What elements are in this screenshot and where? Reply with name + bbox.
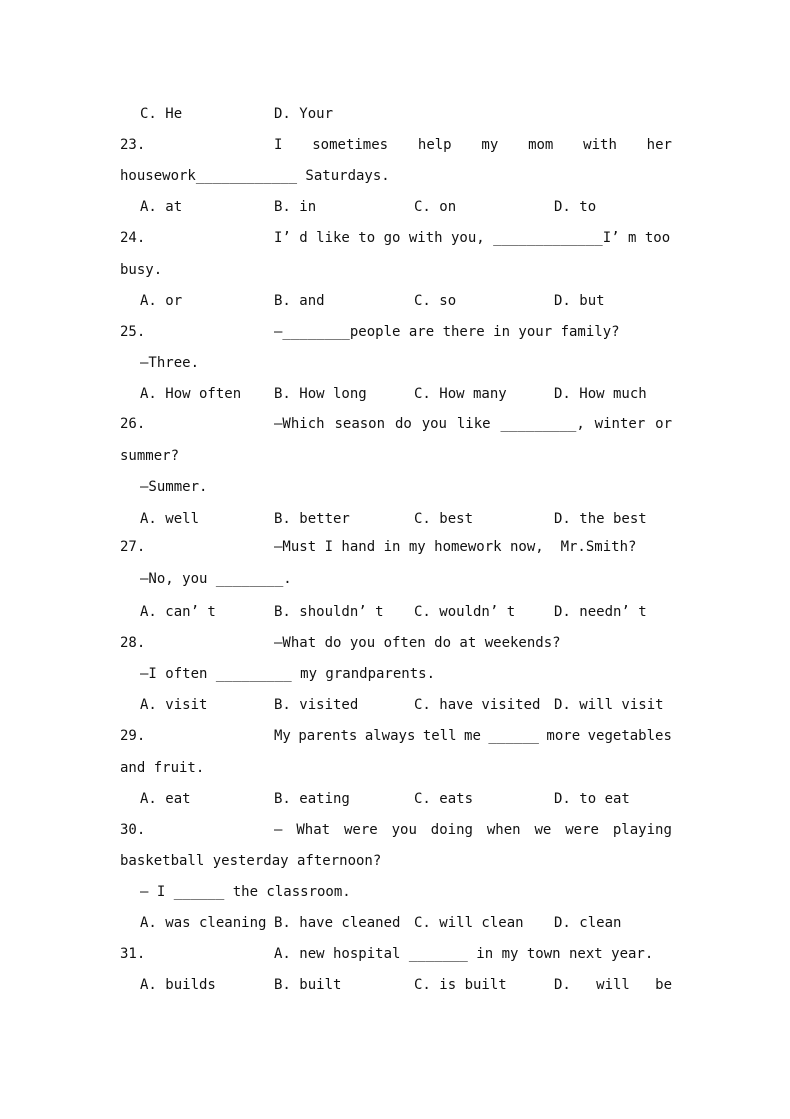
stem-word: _________,	[500, 416, 585, 432]
question-number: 27.	[120, 539, 146, 555]
stem-word: My	[274, 728, 291, 744]
question-26	[120, 414, 672, 434]
option-b: B. eating	[274, 791, 350, 807]
option-c: C. so	[414, 293, 457, 309]
options-row	[140, 913, 672, 933]
options-row	[140, 384, 672, 404]
question-number: 28.	[120, 635, 146, 651]
stem-word: What	[296, 822, 331, 838]
options-row	[140, 104, 672, 124]
option-b: B. visited	[274, 697, 359, 713]
question-stem: A. new hospital _______ in my town next year.	[274, 946, 654, 962]
stem-word: with	[583, 137, 617, 153]
question-25	[120, 322, 672, 342]
option-d	[554, 975, 672, 995]
option-d: D. to	[554, 199, 597, 215]
question-27	[120, 537, 672, 557]
option-c: C. wouldn’ t	[414, 604, 516, 620]
question-stem: —________people are there in your family?	[274, 324, 620, 340]
option-a: A. visit	[140, 697, 208, 713]
question-number: 31.	[120, 946, 146, 962]
stem-word: my	[481, 137, 499, 153]
question-29	[120, 726, 672, 746]
stem-word: always	[364, 728, 416, 744]
option-word: will	[596, 977, 630, 993]
option-c: C. have visited	[414, 697, 541, 713]
stem-word: —	[274, 822, 283, 838]
stem-word: you	[421, 416, 447, 432]
option-c: C. How many	[414, 386, 507, 402]
option-c: C. on	[414, 199, 457, 215]
stem-word: more	[546, 728, 581, 744]
question-continuation: housework____________ Saturdays.	[120, 168, 390, 184]
options-row	[140, 509, 672, 529]
stem-word: doing	[430, 822, 473, 838]
question-continuation: basketball yesterday afternoon?	[120, 853, 382, 869]
question-stem: —What do you often do at weekends?	[274, 635, 561, 651]
stem-word: I	[274, 137, 283, 153]
stem-word: help	[417, 137, 452, 153]
options-row	[140, 197, 672, 217]
question-number: 30.	[120, 822, 146, 838]
option-a: A. was cleaning	[140, 915, 267, 931]
options-row	[140, 789, 672, 809]
option-d: D. will visit	[554, 697, 664, 713]
option-d: D. to eat	[554, 791, 630, 807]
stem-word: playing	[612, 822, 672, 838]
stem-word: were	[565, 822, 599, 838]
option-b: B. How long	[274, 386, 367, 402]
option-word: be	[655, 977, 672, 993]
question-continuation: summer?	[120, 448, 180, 464]
option-d: D. Your	[274, 106, 334, 122]
question-stem	[274, 820, 672, 840]
option-d: D. the best	[554, 511, 647, 527]
stem-word: me	[464, 728, 481, 744]
option-a: A. well	[140, 511, 200, 527]
stem-word: you	[391, 822, 417, 838]
options-row	[140, 602, 672, 622]
options-row	[140, 291, 672, 311]
question-23	[120, 135, 672, 155]
stem-word: winter	[594, 416, 646, 432]
stem-word: parents	[298, 728, 358, 744]
stem-word: season	[334, 416, 386, 432]
question-stem	[274, 414, 672, 434]
options-row	[140, 975, 672, 995]
question-number: 26.	[120, 416, 146, 432]
stem-word: or	[655, 416, 672, 432]
question-number: 23.	[120, 137, 146, 153]
option-d: D. clean	[554, 915, 622, 931]
option-b: B. have cleaned	[274, 915, 401, 931]
question-number: 25.	[120, 324, 146, 340]
option-b: B. shouldn’ t	[274, 604, 384, 620]
option-c: C. best	[414, 511, 474, 527]
stem-word: ______	[488, 728, 539, 744]
question-28	[120, 633, 672, 653]
question-31	[120, 944, 672, 964]
stem-word: do	[394, 416, 412, 432]
question-stem	[274, 135, 672, 155]
stem-word: tell	[422, 728, 457, 744]
answer-line: —I often _________ my grandparents.	[140, 666, 436, 682]
option-d: D. needn’ t	[554, 604, 647, 620]
option-a: A. or	[140, 293, 183, 309]
option-b: B. and	[274, 293, 325, 309]
stem-word: her	[646, 137, 672, 153]
option-a: A. can’ t	[140, 604, 216, 620]
question-30	[120, 820, 672, 840]
stem-word: were	[343, 822, 378, 838]
option-a: A. How often	[140, 386, 242, 402]
question-number: 24.	[120, 230, 146, 246]
stem-word: mom	[528, 137, 554, 153]
option-b: B. better	[274, 511, 350, 527]
stem-word: vegetables	[587, 728, 672, 744]
options-row	[140, 695, 672, 715]
question-stem: —Must I hand in my homework now, Mr.Smith?	[274, 539, 637, 555]
option-word: D.	[554, 977, 571, 993]
option-a: A. at	[140, 199, 183, 215]
option-d: D. but	[554, 293, 605, 309]
question-24	[120, 228, 672, 248]
question-continuation: and fruit.	[120, 760, 205, 776]
option-b: B. built	[274, 977, 342, 993]
answer-line: —Summer.	[140, 479, 208, 495]
stem-word: we	[534, 822, 552, 838]
option-a: A. eat	[140, 791, 191, 807]
option-c: C. eats	[414, 791, 474, 807]
stem-word: sometimes	[312, 137, 389, 153]
question-continuation: busy.	[120, 262, 163, 278]
answer-line: — I ______ the classroom.	[140, 884, 351, 900]
option-d: D. How much	[554, 386, 647, 402]
option-c: C. He	[140, 106, 183, 122]
question-stem	[274, 726, 672, 746]
answer-line: —Three.	[140, 355, 200, 371]
stem-word: like	[456, 416, 491, 432]
answer-line: —No, you ________.	[140, 571, 292, 587]
option-a: A. builds	[140, 977, 216, 993]
question-stem: I’ d like to go with you, _____________I’ m too	[274, 230, 671, 246]
question-number: 29.	[120, 728, 146, 744]
stem-word: when	[486, 822, 521, 838]
stem-word: —Which	[274, 416, 325, 432]
option-b: B. in	[274, 199, 317, 215]
option-c: C. will clean	[414, 915, 524, 931]
option-c: C. is built	[414, 977, 507, 993]
